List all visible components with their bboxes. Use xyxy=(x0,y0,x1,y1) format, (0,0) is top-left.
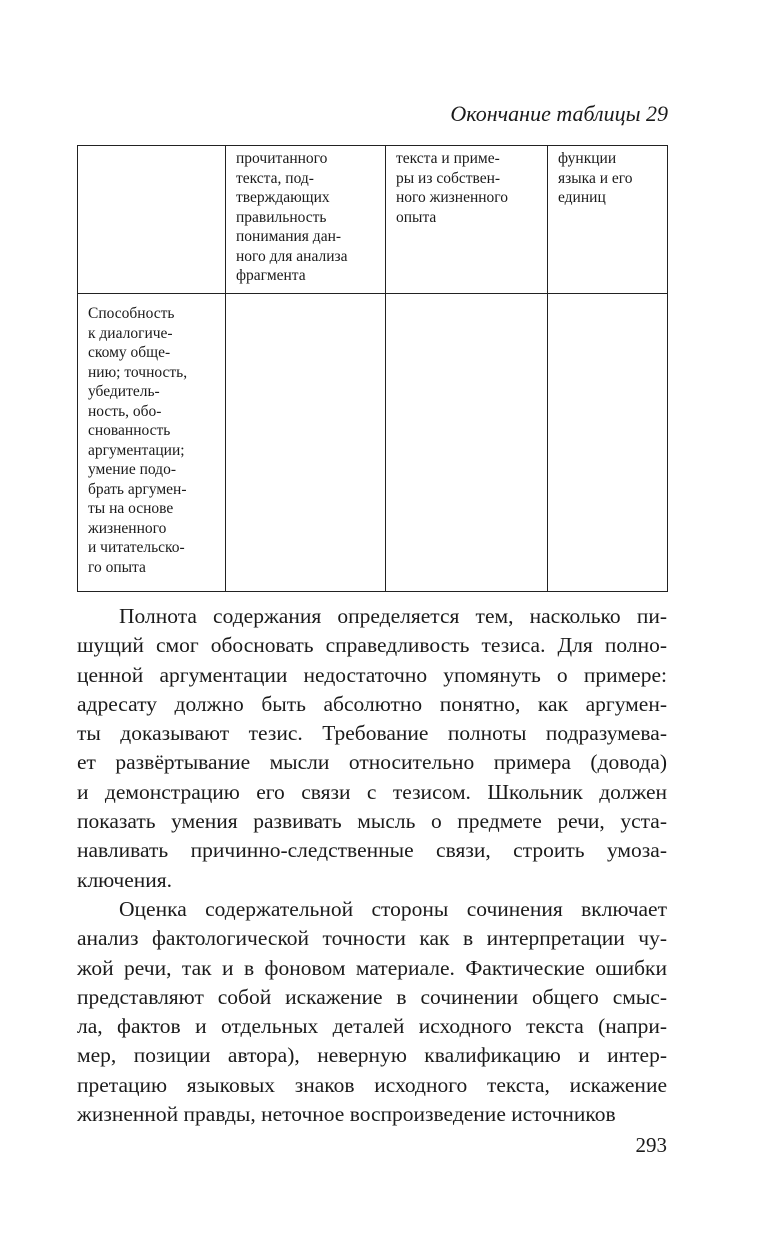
cell-line: текста, под- xyxy=(236,169,314,187)
text-line: претацию языковых знаков исходного текста, искажение xyxy=(77,1072,667,1097)
cell-line: функции xyxy=(558,150,617,167)
text-line: Полнота содержания определяется тем, насколько пи- xyxy=(119,604,667,628)
page-number: 293 xyxy=(635,1133,667,1157)
text-line: и демонстрацию его связи с тезисом. Школьник должен xyxy=(77,779,667,804)
cell-line: фрагмента xyxy=(236,267,306,284)
cell-line: правильность xyxy=(236,208,327,226)
cell-line: и читательско- xyxy=(88,539,185,556)
paragraph xyxy=(77,895,667,1129)
cell-line: к диалогиче- xyxy=(88,324,173,342)
text-line: жой речи, так и в фоновом материале. Фактические ошибки xyxy=(77,955,667,980)
cell-line: понимания дан- xyxy=(236,228,342,245)
text-line: представляют собой искажение в сочинении общего смыс- xyxy=(77,984,667,1009)
cell-line: ного для анализа xyxy=(236,247,348,265)
criteria-table xyxy=(77,145,668,592)
cell-line: ры из собствен- xyxy=(396,169,501,187)
text-line: анализ фактологической точности как в интерпретации чу- xyxy=(77,926,667,951)
text-line: ты доказывают тезис. Требование полноты подразумева- xyxy=(77,721,667,746)
cell-line: текста и приме- xyxy=(396,150,500,167)
cell-line: жизненного xyxy=(88,519,167,537)
cell-line: скому обще- xyxy=(88,344,171,361)
body-text xyxy=(77,602,667,1129)
table-cell xyxy=(226,294,386,592)
cell-line: нию; точность, xyxy=(88,363,188,381)
cell-line: умение подо- xyxy=(88,461,176,478)
cell-line: ты на основе xyxy=(88,500,174,517)
table-cell xyxy=(386,294,548,592)
table-cell xyxy=(386,146,548,294)
cell-line: брать аргумен- xyxy=(88,480,187,498)
cell-line: убедитель- xyxy=(88,383,160,400)
cell-line: Способность xyxy=(88,305,175,322)
text-line: навливать причинно-следственные связи, строить умоза- xyxy=(77,838,667,863)
table-cell xyxy=(226,146,386,294)
cell-line: языка и его xyxy=(558,169,633,187)
text-line: ценной аргументации недостаточно упомянуть о примере: xyxy=(77,662,667,687)
table-row xyxy=(78,146,668,294)
table-row xyxy=(78,294,668,592)
text-line: показать умения развивать мысль о предмете речи, уста- xyxy=(77,809,667,834)
text-line: жизненной правды, неточное воспроизведение источников xyxy=(77,1102,616,1127)
table-cell xyxy=(548,294,668,592)
cell-line: единиц xyxy=(558,189,606,206)
text-line: ключения. xyxy=(77,867,173,892)
text-line: адресату должно быть абсолютно понятно, как аргумен- xyxy=(77,691,667,716)
cell-line: тверждающих xyxy=(236,189,330,206)
cell-line: го опыта xyxy=(88,558,146,576)
table-cell xyxy=(78,146,226,294)
cell-line: прочитанного xyxy=(236,150,328,167)
paragraph xyxy=(77,602,667,895)
cell-line: аргументации; xyxy=(88,441,185,459)
text-line: шущий смог обосновать справедливость тезиса. Для полно- xyxy=(77,633,667,658)
cell-line: опыта xyxy=(396,208,437,226)
text-line: ла, фактов и отдельных деталей исходного текста (напри- xyxy=(77,1014,667,1039)
cell-line: снованность xyxy=(88,422,171,439)
table-cell xyxy=(548,146,668,294)
table-continuation-caption: Окончание таблицы 29 xyxy=(450,101,668,126)
text-line: ет развёртывание мысли относительно примера (довода) xyxy=(77,750,667,775)
cell-line: ного жизненного xyxy=(396,189,509,206)
text-line: Оценка содержательной стороны сочинения включает xyxy=(119,896,667,921)
text-line: мер, позиции автора), неверную квалификацию и интер- xyxy=(77,1043,667,1068)
cell-line: ность, обо- xyxy=(88,402,162,420)
table-cell xyxy=(78,294,226,592)
